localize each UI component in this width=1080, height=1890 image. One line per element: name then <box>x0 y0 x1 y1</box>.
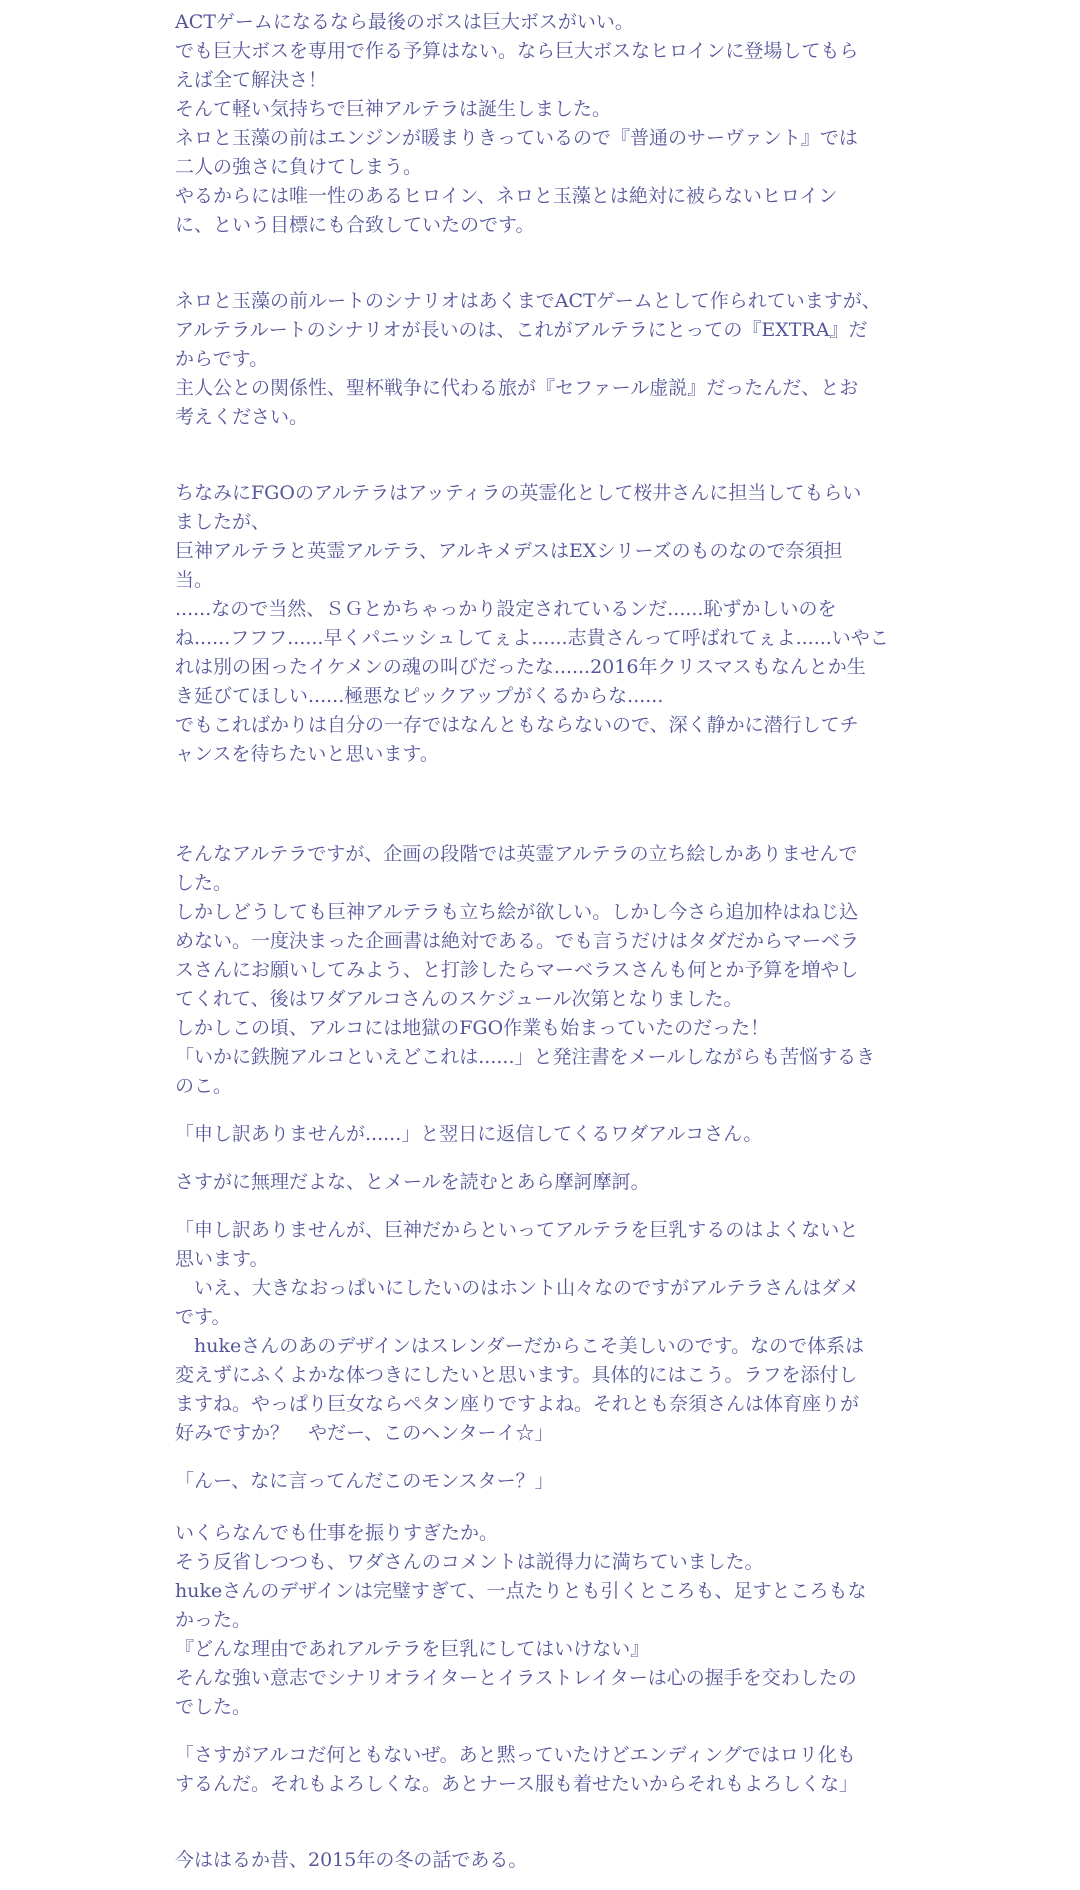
paragraph-gap <box>175 1496 920 1519</box>
paragraph <box>175 8 920 240</box>
text-line: するんだ。それもよろしくな。あとナース服も着せたいからそれもよろしくな」 <box>175 1773 859 1795</box>
text-line: からです。 <box>175 348 269 370</box>
paragraph <box>175 1846 920 1875</box>
text-line: 変えずにふくよかな体つきにしたいと思います。具体的にはこう。ラフを添付し <box>175 1364 858 1386</box>
paragraph <box>175 287 920 432</box>
text-line: しかしこの頃、アルコには地獄のFGO作業も始まっていたのだった！ <box>175 1017 770 1039</box>
text-line: hukeさんのデザインは完璧すぎて、一点たりとも引くところも、足すところもな <box>175 1580 867 1602</box>
paragraph-gap <box>175 240 920 287</box>
text-line: さすがに無理だよな、とメールを読むとあら摩訶摩訶。 <box>175 1171 650 1193</box>
text-line: しかしどうしても巨神アルテラも立ち絵が欲しい。しかし今さら追加枠はねじ込 <box>175 901 859 923</box>
text-line: ネロと玉藻の前ルートのシナリオはあくまでACTゲームとして作られていますが、 <box>175 290 881 312</box>
text-line: hukeさんのあのデザインはスレンダーだからこそ美しいのです。なので体系は <box>175 1335 865 1357</box>
text-line: めない。一度決まった企画書は絶対である。でも言うだけはタダだからマーベラ <box>175 930 860 952</box>
text-line: スさんにお願いしてみよう、と打診したらマーベラスさんも何とか予算を増やし <box>175 959 859 981</box>
text-line: 当。 <box>175 569 214 591</box>
text-line: 今ははるか昔、2015年の冬の話である。 <box>175 1849 528 1871</box>
paragraph <box>175 1120 920 1149</box>
text-line: ましたが、 <box>175 511 271 533</box>
article-body <box>175 8 920 1875</box>
text-line: した。 <box>175 872 233 894</box>
text-line: 「んー、なに言ってんだこのモンスター？」 <box>175 1470 554 1492</box>
text-line: です。 <box>175 1306 231 1328</box>
paragraph-gap <box>175 1197 920 1216</box>
paragraph-gap <box>175 769 920 840</box>
paragraph-gap <box>175 1799 920 1846</box>
text-line: でも巨大ボスを専用で作る予算はない。なら巨大ボスなヒロインに登場してもら <box>175 40 859 62</box>
text-line: アルテラルートのシナリオが長いのは、これがアルテラにとっての『EXTRA』だ <box>175 319 868 341</box>
paragraph <box>175 840 920 1101</box>
text-line: そんな強い意志でシナリオライターとイラストレイターは心の握手を交わしたの <box>175 1667 857 1689</box>
text-line: れは別の困ったイケメンの魂の叫びだったな......2016年クリスマスもなんとか生 <box>175 656 866 678</box>
text-line: でした。 <box>175 1696 252 1718</box>
text-line: ね......フフフ......早くパニッシュしてぇよ......志貴さんって呼ばれてぇよ......いやこ <box>175 627 889 649</box>
text-line: でもこればかりは自分の一存ではなんともならないので、深く静かに潜行してチ <box>175 714 859 736</box>
paragraph <box>175 1168 920 1197</box>
paragraph <box>175 1216 920 1448</box>
text-line: 考えください。 <box>175 406 309 428</box>
text-line: ......なので当然、ＳＧとかちゃっかり設定されているンだ......恥ずかしいのを <box>175 598 837 620</box>
text-line: かった。 <box>175 1609 252 1631</box>
paragraph-gap <box>175 1448 920 1467</box>
text-line: ちなみにFGOのアルテラはアッティラの英霊化として桜井さんに担当してもらい <box>175 482 862 504</box>
paragraph-gap <box>175 1149 920 1168</box>
text-line: そんなアルテラですが、企画の段階では英霊アルテラの立ち絵しかありませんで <box>175 843 858 865</box>
text-line: に、という目標にも合致していたのです。 <box>175 214 535 236</box>
text-line: ャンスを待ちたいと思います。 <box>175 743 439 765</box>
text-line: 「いかに鉄腕アルコといえどこれは......」と発注書をメールしながらも苦悩するき <box>175 1046 876 1068</box>
text-line: そう反省しつつも、ワダさんのコメントは説得力に満ちていました。 <box>175 1551 764 1573</box>
text-line: そんて軽い気持ちで巨神アルテラは誕生しました。 <box>175 98 612 120</box>
text-line: ますね。やっぱり巨女ならペタン座りですよね。それとも奈須さんは体育座りが <box>175 1393 860 1415</box>
text-line: 好みですか？ やだー、このヘンターイ☆」 <box>175 1422 554 1444</box>
text-line: き延びてほしい......極悪なピックアップがくるからな...... <box>175 685 664 707</box>
text-line: 巨神アルテラと英霊アルテラ、アルキメデスはEXシリーズのものなので奈須担 <box>175 540 843 562</box>
text-line: 「申し訳ありませんが......」と翌日に返信してくるワダアルコさん。 <box>175 1123 763 1145</box>
paragraph-gap <box>175 432 920 479</box>
paragraph-gap <box>175 1722 920 1741</box>
text-line: のこ。 <box>175 1075 233 1097</box>
text-line: いくらなんでも仕事を振りすぎたか。 <box>175 1522 499 1544</box>
text-line: いえ、大きなおっぱいにしたいのはホント山々なのですがアルテラさんはダメ <box>175 1277 860 1299</box>
text-line: 主人公との関係性、聖杯戦争に代わる旅が『セファール虚説』だったんだ、とお <box>175 377 859 399</box>
text-line: 『どんな理由であれアルテラを巨乳にしてはいけない』 <box>175 1638 650 1660</box>
text-line: ACTゲームになるなら最後のボスは巨大ボスがいい。 <box>175 11 634 33</box>
text-line: 「申し訳ありませんが、巨神だからといってアルテラを巨乳するのはよくないと <box>175 1219 859 1241</box>
paragraph <box>175 1741 920 1799</box>
text-line: ネロと玉藻の前はエンジンが暖まりきっているので『普通のサーヴァント』では <box>175 127 858 149</box>
text-line: 二人の強さに負けてしまう。 <box>175 156 423 178</box>
text-line: 「さすがアルコだ何ともないぜ。あと黙っていたけどエンディングではロリ化も <box>175 1744 856 1766</box>
paragraph <box>175 1519 920 1722</box>
paragraph <box>175 479 920 769</box>
text-line: てくれて、後はワダアルコさんのスケジュール次第となりました。 <box>175 988 743 1010</box>
text-line: やるからには唯一性のあるヒロイン、ネロと玉藻とは絶対に被らないヒロイン <box>175 185 838 207</box>
paragraph <box>175 1467 920 1496</box>
text-line: 思います。 <box>175 1248 269 1270</box>
text-line: えば全て解決さ！ <box>175 69 328 91</box>
paragraph-gap <box>175 1101 920 1120</box>
